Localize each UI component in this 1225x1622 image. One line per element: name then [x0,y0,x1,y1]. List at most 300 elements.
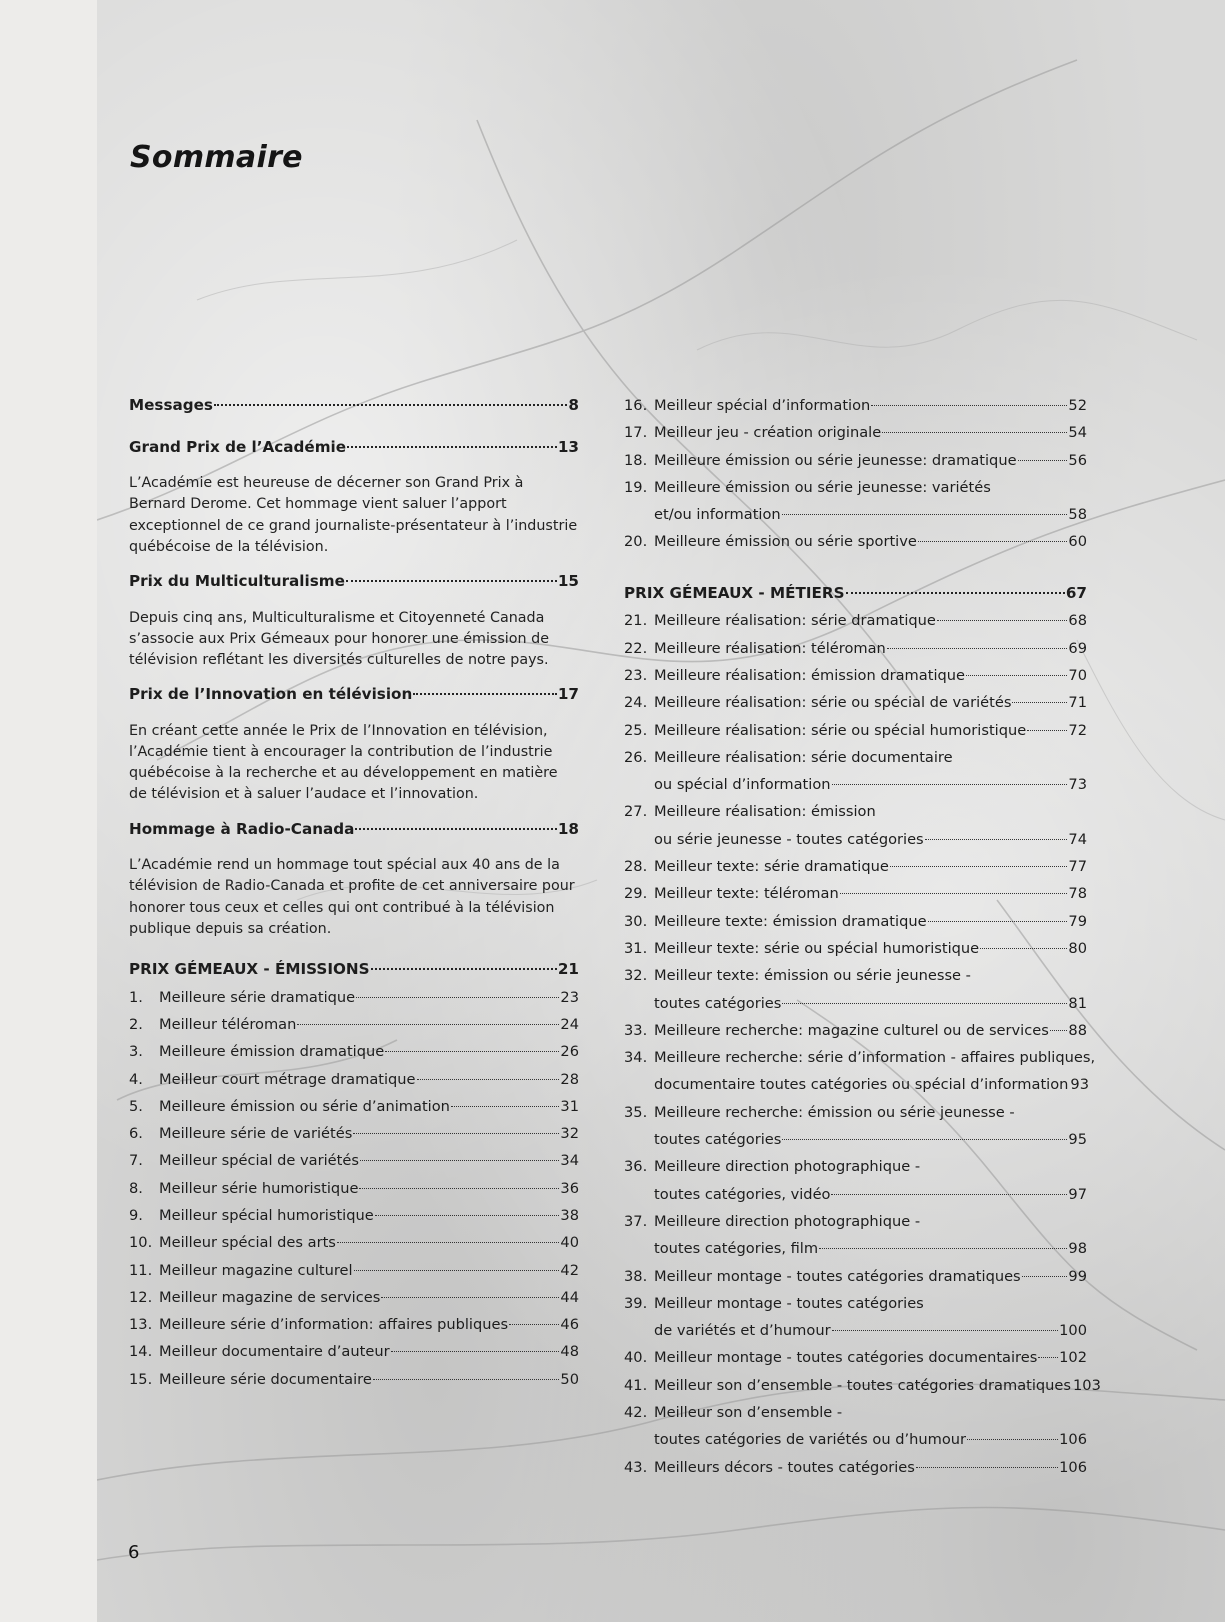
toc-item[interactable] [129,1366,579,1393]
toc-right-column [624,392,1101,1481]
toc-item[interactable] [624,1290,1087,1345]
item-number: 33. [624,1021,648,1039]
dot-leader [916,1466,1058,1468]
item-label: Meilleure direction photographique - [654,1158,921,1176]
item-number: 16. [624,397,648,414]
item-body [654,717,1087,744]
item-number: 35. [624,1103,648,1121]
item-line [654,607,1087,634]
toc-item[interactable] [129,984,579,1011]
item-page: 23 [560,988,579,1006]
item-label: Meilleur spécial humoristique [159,1206,374,1224]
item-body [654,607,1087,634]
item-line [654,392,1087,419]
item-label: Meilleur téléroman [159,1015,297,1033]
item-label: ou série jeunesse - toutes catégories [654,830,924,848]
toc-item[interactable] [129,1120,579,1147]
item-body [654,1372,1101,1399]
item-body [159,1120,579,1147]
item-page: 58 [1068,506,1087,524]
toc-item[interactable] [624,528,1087,555]
toc-item[interactable] [129,1202,579,1229]
item-body [654,635,1087,662]
item-label: Meilleure recherche: série d’information - affaires publiques, [654,1049,1096,1067]
item-body [654,474,1087,529]
dot-leader [356,996,559,998]
item-body [654,1399,1087,1454]
item-number: 36. [624,1158,648,1176]
item-body [654,1153,1087,1208]
toc-item[interactable] [624,1344,1087,1371]
item-page: 98 [1068,1240,1087,1258]
item-number: 22. [624,639,648,657]
item-page: 103 [1073,1376,1101,1394]
item-page: 69 [1068,639,1087,657]
toc-item[interactable] [624,853,1087,880]
toc-item[interactable] [624,635,1087,662]
item-body [159,1257,579,1284]
section-label: PRIX GÉMEAUX - MÉTIERS [624,583,845,602]
item-label: Meilleure émission ou série sportive [654,533,917,551]
item-page: 68 [1068,612,1087,630]
item-number: 1. [129,988,143,1006]
toc-item[interactable] [624,1454,1087,1481]
item-body [159,1202,579,1229]
entry-page: 17 [557,685,579,704]
toc-item[interactable] [129,1093,579,1120]
item-body [159,1175,579,1202]
item-line [159,1257,579,1284]
item-number: 24. [624,694,648,712]
toc-item[interactable] [624,1208,1087,1263]
item-body [654,1017,1087,1044]
dot-leader [925,838,1068,840]
item-line [654,447,1087,474]
item-line [654,826,1087,853]
item-body [159,1066,579,1093]
toc-item[interactable] [624,662,1087,689]
item-label: Meilleure réalisation: série documentaire [654,748,953,766]
item-page: 42 [560,1261,579,1279]
dot-leader [347,445,557,448]
item-line [654,744,1087,771]
dot-leader [381,1296,559,1298]
toc-item[interactable] [624,1017,1087,1044]
hommage-description: L’Académie rend un hommage tout spécial aux 40 ans de la télévision de Radio-Canada et profite de cet anniversaire pour honorer tous ceux et celles qui ont contribué à la télévision publique depuis sa création. [129,857,575,937]
item-number: 37. [624,1212,648,1230]
toc-item[interactable] [624,1099,1087,1154]
item-body [654,1099,1087,1154]
dot-leader [371,967,557,970]
toc-item[interactable] [129,1257,579,1284]
toc-entry-hommage[interactable] [129,816,579,844]
item-number: 18. [624,451,648,469]
dot-leader [819,1247,1067,1249]
item-body [654,662,1087,689]
item-label: toutes catégories [654,1131,782,1149]
item-label: Meilleure réalisation: série dramatique [654,612,936,630]
toc-entry-messages[interactable] [129,392,579,420]
item-number: 11. [129,1261,153,1279]
item-body [159,1338,579,1365]
item-label: Meilleure réalisation: émission dramatique [654,666,965,684]
toc-item[interactable] [129,1066,579,1093]
emissions-list [129,984,579,1393]
toc-item[interactable] [624,744,1087,799]
toc-item[interactable] [624,880,1087,907]
item-page: 54 [1068,424,1087,442]
item-body [159,1366,579,1393]
item-line [159,1011,579,1038]
toc-item[interactable] [129,1229,579,1256]
item-page: 31 [560,1097,579,1115]
item-page: 34 [560,1152,579,1170]
toc-item[interactable] [129,1011,579,1038]
item-page: 93 [1070,1076,1089,1094]
item-body [159,1093,579,1120]
item-line [654,1126,1087,1153]
dot-leader [375,1214,560,1216]
item-page: 40 [560,1234,579,1252]
item-line [654,1317,1087,1344]
item-page: 36 [560,1179,579,1197]
item-line [654,1071,1087,1098]
entry-label: Prix du Multiculturalisme [129,572,345,590]
section-page: 67 [1065,583,1087,602]
item-page: 102 [1059,1349,1087,1367]
item-line [159,1093,579,1120]
item-number: 19. [624,478,648,496]
item-number: 23. [624,666,648,684]
entry-label: Hommage à Radio-Canada [129,819,355,838]
item-number: 42. [624,1403,648,1421]
item-label: Meilleur série humoristique [159,1179,359,1197]
toc-item[interactable] [624,1044,1096,1099]
item-number: 8. [129,1179,143,1197]
dot-leader [1050,1029,1068,1031]
item-number: 39. [624,1294,648,1312]
item-page: 32 [560,1125,579,1143]
toc-item[interactable] [129,1311,579,1338]
entry-label: Grand Prix de l’Académie [129,437,347,456]
item-label: Meilleur jeu - création originale [654,424,882,442]
item-page: 46 [560,1316,579,1334]
item-page: 106 [1059,1458,1087,1476]
dot-leader [840,892,1068,894]
item-label: et/ou information [654,506,781,524]
item-body [654,528,1087,555]
item-body [654,853,1087,880]
toc-item[interactable] [624,689,1087,716]
item-number: 41. [624,1376,648,1394]
dot-leader [373,1378,560,1380]
dot-leader [1022,1275,1068,1277]
item-page: 26 [560,1043,579,1061]
item-line [159,1338,579,1365]
item-number: 20. [624,533,648,551]
item-label: Meilleure émission ou série jeunesse: variétés [654,478,991,496]
toc-item[interactable] [624,419,1087,446]
dot-leader [846,591,1065,594]
metiers-list [624,607,1101,1481]
item-page: 72 [1068,721,1087,739]
item-number: 2. [129,1015,143,1033]
item-label: Meilleur court métrage dramatique [159,1070,416,1088]
item-label: Meilleur magazine culturel [159,1261,353,1279]
item-line [654,880,1087,907]
item-body [654,935,1087,962]
dot-leader [417,1078,560,1080]
item-label: Meilleure réalisation: téléroman [654,639,886,657]
toc-entry-grand-prix[interactable] [129,434,579,462]
item-body [654,1454,1087,1481]
item-page: 78 [1068,885,1087,903]
dot-leader [928,920,1068,922]
toc-item[interactable] [624,474,1087,529]
entry-label: Prix de l’Innovation en télévision [129,685,413,704]
item-page: 38 [560,1206,579,1224]
item-label: Meilleure texte: émission dramatique [654,912,927,930]
item-label: Meilleur spécial d’information [654,397,871,414]
toc-item[interactable] [624,447,1087,474]
item-page: 77 [1068,858,1087,876]
item-body [654,880,1087,907]
item-label: Meilleur son d’ensemble - toutes catégories dramatiques [654,1376,1072,1394]
toc-item[interactable] [624,1263,1087,1290]
item-body [654,1344,1087,1371]
toc-item[interactable] [129,1338,579,1365]
item-number: 27. [624,803,648,821]
toc-item[interactable] [624,392,1087,419]
item-line [654,528,1087,555]
item-page: 95 [1068,1131,1087,1149]
item-label: Meilleur montage - toutes catégories [654,1294,924,1312]
item-number: 12. [129,1288,153,1306]
item-number: 40. [624,1349,648,1367]
item-label: Meilleur texte: série ou spécial humoristique [654,939,980,957]
item-line [159,1066,579,1093]
item-page: 79 [1068,912,1087,930]
item-line [654,474,1087,501]
toc-item[interactable] [624,1399,1087,1454]
dot-leader [967,1438,1058,1440]
item-body [654,798,1087,853]
item-label: Meilleur texte: série dramatique [654,858,889,876]
item-number: 32. [624,967,648,985]
item-page: 44 [560,1288,579,1306]
item-page: 88 [1068,1021,1087,1039]
item-line [159,1038,579,1065]
item-line [654,717,1087,744]
dot-leader [354,1269,560,1271]
page-title: Sommaire [130,140,303,175]
dot-leader [346,579,557,582]
item-number: 28. [624,858,648,876]
item-line [654,1290,1087,1317]
toc-section-metiers[interactable] [624,580,1087,608]
item-page: 73 [1068,776,1087,794]
item-line [654,908,1087,935]
dot-leader [214,403,567,406]
toc-item[interactable] [129,1147,579,1174]
toc-section-emissions[interactable] [129,956,579,984]
toc-item[interactable] [624,1372,1101,1399]
dot-leader [832,1329,1059,1331]
toc-item[interactable] [129,1038,579,1065]
item-page: 100 [1059,1322,1087,1340]
item-label: Meilleur son d’ensemble - [654,1403,843,1421]
item-line [654,1344,1087,1371]
dot-leader [782,513,1068,515]
dot-leader [937,619,1068,621]
dot-leader [980,947,1067,949]
dot-leader [391,1350,560,1352]
item-line [654,853,1087,880]
item-page: 97 [1068,1185,1087,1203]
emissions-list-continued [624,392,1087,556]
dot-leader [1038,1356,1058,1358]
item-body [654,1044,1096,1099]
item-label: Meilleur texte: téléroman [654,885,839,903]
item-number: 38. [624,1267,648,1285]
item-line [159,1120,579,1147]
item-line [654,771,1087,798]
entry-page: 8 [568,396,579,414]
entry-page: 13 [557,437,579,456]
item-line [654,990,1087,1017]
toc-item[interactable] [129,1284,579,1311]
item-page: 52 [1068,397,1087,414]
item-label: Meilleur texte: émission ou série jeunesse - [654,967,971,985]
item-label: Meilleure direction photographique - [654,1212,921,1230]
item-label: Meilleur documentaire d’auteur [159,1343,390,1361]
item-label: Meilleur spécial de variétés [159,1152,359,1170]
toc-entry-innovation[interactable] [129,681,579,709]
toc-item[interactable] [624,607,1087,634]
item-label: Meilleure série de variétés [159,1125,353,1143]
item-body [654,908,1087,935]
item-label: toutes catégories, vidéo [654,1185,831,1203]
toc-entry-multiculturalisme[interactable] [129,568,579,596]
page-number: 6 [128,1542,140,1563]
item-line [159,1229,579,1256]
entry-page: 18 [557,819,579,838]
toc-item[interactable] [624,1153,1087,1208]
item-page: 56 [1068,451,1087,469]
item-number: 34. [624,1049,648,1067]
item-label: Meilleur montage - toutes catégories documentaires [654,1349,1038,1367]
item-label: Meilleure série dramatique [159,988,356,1006]
item-line [159,1284,579,1311]
item-body [654,1208,1087,1263]
dot-leader [1012,701,1067,703]
dot-leader [359,1187,559,1189]
item-number: 17. [624,424,648,442]
item-number: 30. [624,912,648,930]
multiculturalisme-description: Depuis cinq ans, Multiculturalisme et Citoyenneté Canada s’associe aux Prix Gémeaux pour honorer une émission de télévision reflétant les diversités culturelles de notre pays. [129,609,550,668]
toc-item[interactable] [624,717,1087,744]
item-label: ou spécial d’information [654,776,831,794]
item-line [159,1202,579,1229]
item-line [654,419,1087,446]
item-page: 81 [1068,994,1087,1012]
item-body [159,1011,579,1038]
item-body [159,1229,579,1256]
item-page: 28 [560,1070,579,1088]
grand-prix-description: L’Académie est heureuse de décerner son Grand Prix à Bernard Derome. Cet hommage vient saluer l’apport exceptionnel de ce grand journaliste-présentateur à l’industrie québécoise de la télévision. [129,475,578,555]
item-label: Meilleure réalisation: série ou spécial de variétés [654,694,1012,712]
section-page: 21 [557,960,579,979]
item-line [654,1153,1087,1180]
item-body [654,419,1087,446]
item-number: 21. [624,612,648,630]
item-body [654,1263,1087,1290]
item-label: Meilleure recherche: magazine culturel ou de services [654,1021,1049,1039]
toc-item[interactable] [129,1175,579,1202]
toc-item[interactable] [624,798,1087,853]
item-line [159,1175,579,1202]
item-line [654,1235,1087,1262]
dot-leader [353,1132,559,1134]
item-line [654,1208,1087,1235]
item-line [159,1311,579,1338]
item-label: Meilleur spécial des arts [159,1234,336,1252]
item-page: 24 [560,1015,579,1033]
item-line [654,1099,1087,1126]
item-page: 50 [560,1370,579,1388]
item-page: 74 [1068,830,1087,848]
dot-leader [882,431,1067,433]
item-line [654,689,1087,716]
item-body [654,744,1087,799]
item-line [654,962,1087,989]
item-number: 6. [129,1125,143,1143]
dot-leader [782,1138,1067,1140]
item-number: 14. [129,1343,153,1361]
item-number: 3. [129,1043,143,1061]
item-page: 48 [560,1343,579,1361]
item-page: 71 [1068,694,1087,712]
item-page: 99 [1068,1267,1087,1285]
item-body [159,1147,579,1174]
item-number: 7. [129,1152,143,1170]
dot-leader [918,540,1068,542]
item-line [654,501,1087,528]
entry-label: Messages [129,396,213,414]
item-page: 70 [1068,666,1087,684]
dot-leader [782,1002,1067,1004]
toc-item[interactable] [624,935,1087,962]
item-number: 13. [129,1316,153,1334]
item-line [654,1372,1101,1399]
dot-leader [451,1105,560,1107]
item-number: 15. [129,1370,153,1388]
item-body [654,689,1087,716]
dot-leader [1018,459,1068,461]
item-label: toutes catégories [654,994,782,1012]
dot-leader [831,1193,1067,1195]
entry-page: 15 [557,572,579,590]
item-label: de variétés et d’humour [654,1322,831,1340]
dot-leader [355,827,556,830]
dot-leader [890,865,1068,867]
item-number: 26. [624,748,648,766]
section-label: PRIX GÉMEAUX - ÉMISSIONS [129,960,370,979]
dot-leader [1027,729,1067,731]
item-label: toutes catégories de variétés ou d’humour [654,1431,967,1449]
toc-item[interactable] [624,962,1087,1017]
toc-item[interactable] [624,908,1087,935]
